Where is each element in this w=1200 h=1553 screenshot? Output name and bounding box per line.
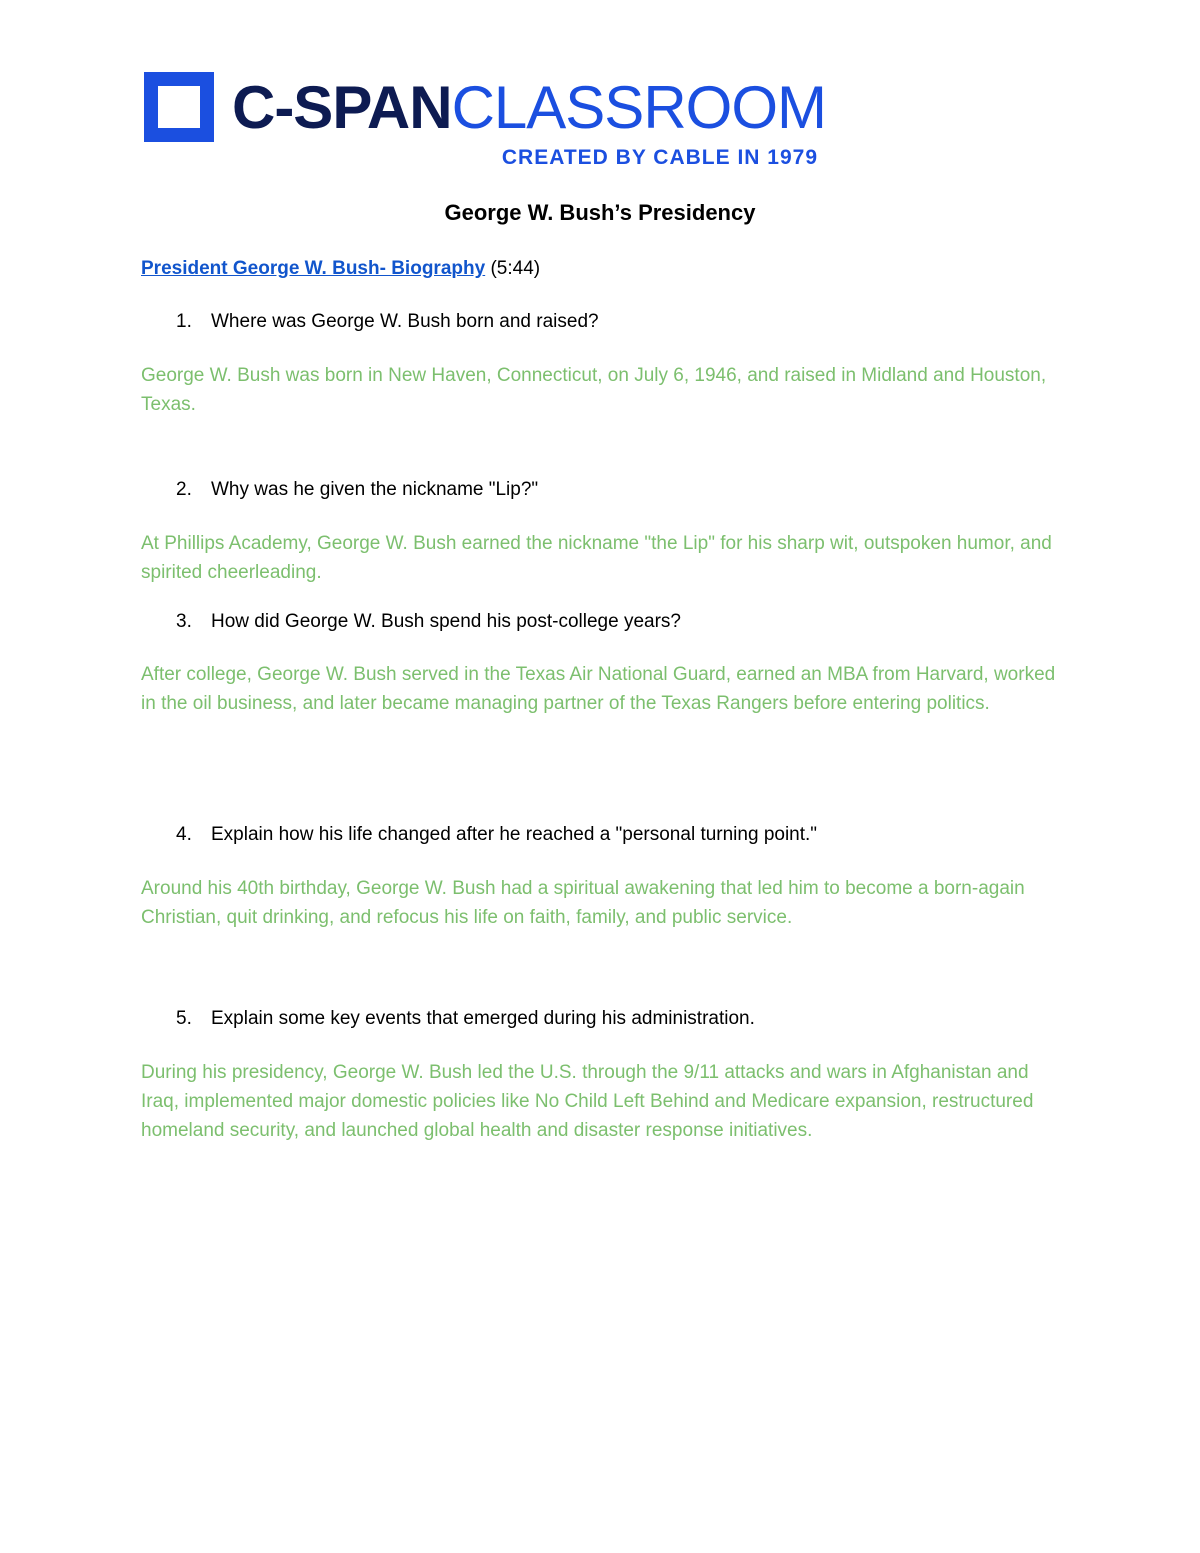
question-number: 3. [176,611,192,632]
logo-wordmark [232,74,826,141]
answer-3: After college, George W. Bush served in the Texas Air National Guard, earned an MBA from Harvard, worked in the oil business, and later became managing partner of the Texas Rangers before entering politics. [141,664,1056,714]
video-reference [141,258,540,280]
question-number: 4. [176,824,192,845]
question-1 [176,311,599,333]
answer-5: During his presidency, George W. Bush led the U.S. through the 9/11 attacks and wars in Afghanistan and Iraq, implemented major domestic policies like No Child Left Behind and Medicare expansion, restructured homeland security, and launched global health and disaster response initiatives. [141,1062,1034,1141]
answer-2: At Phillips Academy, George W. Bush earned the nickname "the Lip" for his sharp wit, outspoken humor, and spirited cheerleading. [141,533,1052,583]
question-number: 5. [176,1008,192,1029]
answer-1: George W. Bush was born in New Haven, Connecticut, on July 6, 1946, and raised in Midland and Houston, Texas. [141,365,1047,415]
question-text: Where was George W. Bush born and raised? [211,311,599,332]
document-title: George W. Bush’s Presidency [444,200,756,225]
question-text: Explain some key events that emerged during his administration. [211,1008,755,1029]
question-number: 2. [176,479,192,500]
question-5 [176,1008,755,1030]
video-link[interactable]: President George W. Bush- Biography [141,258,486,279]
answer-4: Around his 40th birthday, George W. Bush had a spiritual awakening that led him to become a born-again Christian, quit drinking, and refocus his life on faith, family, and public service. [141,878,1025,928]
logo-tagline: CREATED BY CABLE IN 1979 [501,146,818,169]
video-duration: (5:44) [490,258,541,279]
question-number: 1. [176,311,192,332]
cspan-classroom-logo [144,72,824,172]
question-4 [176,824,817,846]
logo-cspan-text: C-SPAN [232,74,452,141]
question-text: Explain how his life changed after he reached a "personal turning point." [211,824,818,845]
question-3 [176,611,681,633]
question-2 [176,479,538,501]
logo-classroom-text: CLASSROOM [451,74,826,141]
question-text: Why was he given the nickname "Lip?" [211,479,539,500]
question-text: How did George W. Bush spend his post-college years? [211,611,681,632]
logo-square-icon [144,72,214,142]
